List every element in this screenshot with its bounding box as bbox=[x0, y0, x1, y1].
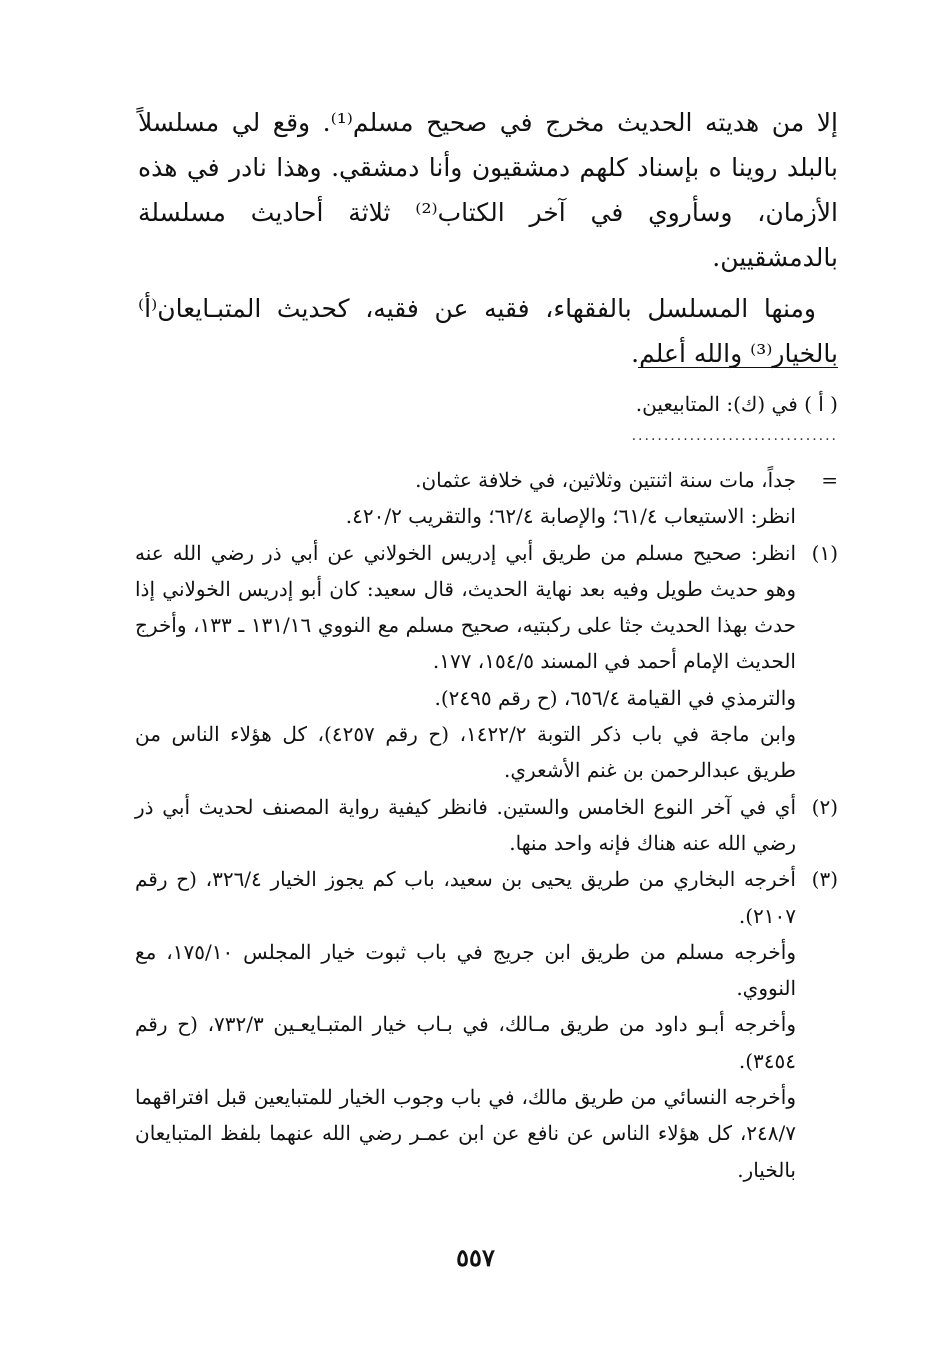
footnote-2 bbox=[135, 789, 838, 862]
main-text bbox=[138, 100, 838, 376]
footnote-paragraph: انظر: صحيح مسلم من طريق أبي إدريس الخولاني عن أبي ذر رضي الله عنه وهو حديث طويل وفيه بعد نهاية الحديث، قال سعيد: كان أبو إدريس الخولاني إذا حدث بهذا الحديث جثا على ركبتيه، صحيح مسلم مع النووي ١٣١/١٦ ـ ١٣٣، وأخرج الحديث الإمام أحمد في المسند ١٥٤/٥، ١٧٧. bbox=[135, 540, 796, 674]
footnote-text: في (ك): المتابيعين. bbox=[635, 392, 798, 416]
footnote-body bbox=[135, 861, 796, 1188]
footnote-marker: (١) bbox=[811, 540, 838, 565]
footnote-marker: (٢) bbox=[811, 794, 838, 819]
footnote-paragraph: وأخرجه مسلم من طريق ابن جريج في باب ثبوت خيار المجلس ١٧٥/١٠، مع النووي. bbox=[135, 939, 796, 1001]
footnote-paragraph: وأخرجه أبـو داود من طريق مـالك، في بـاب خيار المتبـايعـين ٧٣٢/٣، (ح رقم ٣٤٥٤). bbox=[135, 1012, 796, 1073]
dotted-separator: ................................ bbox=[631, 428, 838, 444]
footnote-paragraph: وأخرجه النسائي من طريق مالك، في باب وجوب الخيار للمتبايعين قبل افتراقهما ٢٤٨/٧، كل هؤلاء الناس عن نافع عن ابن عمـر رضي الله عنهما بلفظ المتبايعان بالخيار. bbox=[135, 1085, 796, 1182]
footnote-paragraph: أخرجه البخاري من طريق يحيى بن سعيد، باب كم يجوز الخيار ٣٢٦/٤، (ح رقم ٢١٠٧). bbox=[135, 867, 796, 928]
footnote-separator-rule bbox=[638, 367, 838, 368]
footnote-paragraph: جداً، مات سنة اثنتين وثلاثين، في خلافة عثمان. bbox=[415, 468, 796, 492]
main-paragraph: ومنها المسلسل بالفقهاء، فقيه عن فقيه، كحديث المتبـايعان⁽أ⁾ بالخيار⁽³⁾ والله أعلم. bbox=[138, 294, 838, 368]
footnote-1 bbox=[135, 535, 838, 789]
footnote-paragraph: انظر: الاستيعاب ٦١/٤؛ والإصابة ٦٢/٤؛ والتقريب ٤٢٠/٢. bbox=[345, 504, 796, 529]
footnote-continuation bbox=[135, 462, 838, 535]
variant-footnote bbox=[138, 384, 838, 424]
footnote-paragraph: والترمذي في القيامة ٦٥٦/٤، (ح رقم ٢٤٩٥). bbox=[434, 685, 796, 710]
footnote-marker: = bbox=[821, 468, 838, 492]
page-number: ٥٥٧ bbox=[456, 1243, 495, 1272]
footnote-body bbox=[135, 462, 796, 535]
footnote-paragraph: وابن ماجة في باب ذكر التوبة ١٤٢٢/٢، (ح رقم ٤٢٥٧)، كل هؤلاء الناس من طريق عبدالرحمن بن غنم الأشعري. bbox=[135, 722, 796, 783]
footnote-body bbox=[135, 535, 796, 789]
footnote-body bbox=[135, 789, 796, 862]
footnote-3 bbox=[135, 861, 838, 1188]
main-paragraph: إلا من هديته الحديث مخرج في صحيح مسلم⁽¹⁾. وقع لي مسلسلاً بالبلد روينا ه بإسناد كلهم دمشقيون وأنا دمشقي. وهذا نادر في هذه الأزمان، وسأروي في آخر الكتاب⁽²⁾ ثلاثة أحاديث مسلسلة بالدمشقيين. bbox=[138, 108, 838, 272]
footnotes bbox=[135, 462, 838, 1188]
footnote-marker: ( أ ) bbox=[804, 392, 838, 416]
footnote-paragraph: أي في آخر النوع الخامس والستين. فانظر كيفية رواية المصنف لحديث أبي ذر رضي الله عنه هناك فإنه واحد منها. bbox=[135, 794, 796, 855]
footnote-marker: (٣) bbox=[811, 867, 838, 892]
